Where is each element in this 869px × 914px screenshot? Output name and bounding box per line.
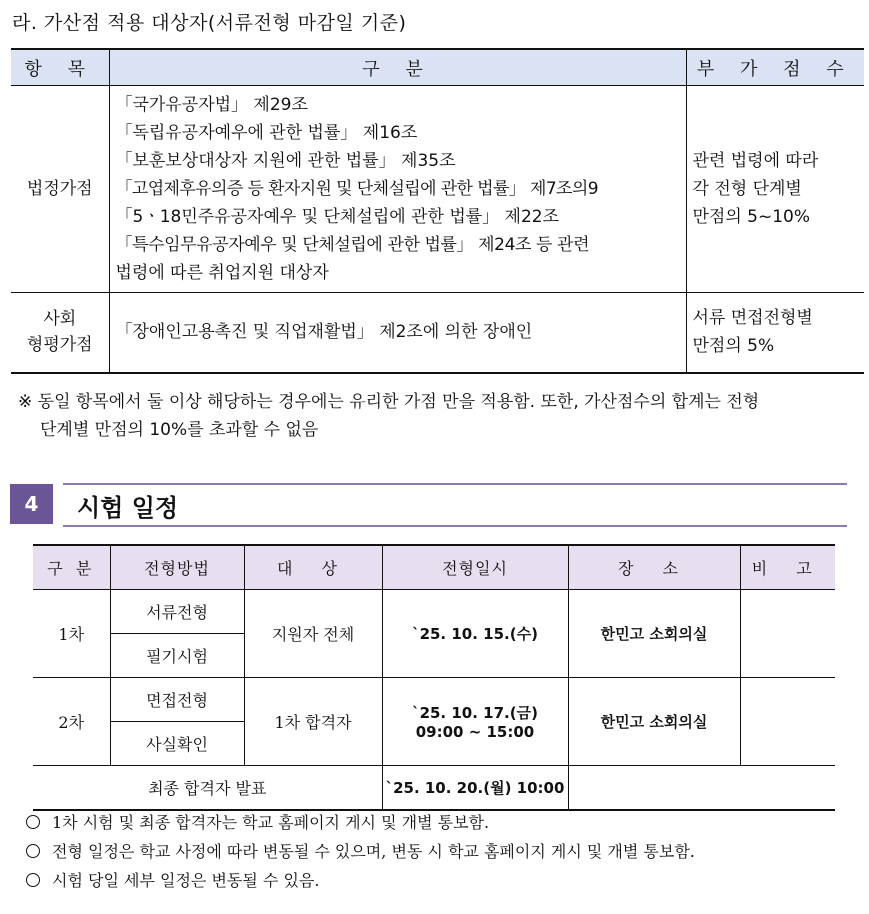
datetime-line: `25. 10. 17.(금) — [412, 704, 538, 722]
table-header-row — [11, 49, 864, 86]
method-cell: 사실확인 — [110, 722, 244, 766]
table-header-row — [33, 545, 835, 590]
points-line: 만점의 5~10% — [692, 207, 811, 227]
row-label-social — [11, 293, 109, 373]
round-cell: 1차 — [33, 590, 110, 678]
method-cell: 서류전형 — [110, 590, 244, 634]
section-heading: 시험 일정 — [77, 494, 179, 522]
bonus-points-table — [11, 48, 864, 374]
schedule-notes — [26, 808, 695, 895]
datetime-cell: `25. 10. 15.(수) — [382, 590, 568, 678]
header-item: 항 목 — [11, 49, 109, 86]
datetime-line: 09:00 ~ 15:00 — [415, 723, 535, 741]
final-announcement-datetime: `25. 10. 20.(월) 10:00 — [382, 766, 568, 811]
law-line: 「고엽제후유의증 등 환자지원 및 단체설립에 관한 법률」 제7조의9 — [115, 179, 598, 199]
legal-points — [686, 86, 864, 293]
datetime-cell — [382, 678, 568, 766]
section-heading-bar — [63, 483, 847, 527]
header-points: 부 가 점 수 — [686, 49, 864, 86]
law-line: 법령에 따른 취업지원 대상자 — [115, 263, 329, 283]
method-cell: 필기시험 — [110, 634, 244, 678]
list-item — [26, 866, 695, 895]
note-line: 단계별 만점의 10%를 초과할 수 없음 — [40, 420, 319, 440]
bullet-text: 시험 당일 세부 일정은 변동될 수 있음. — [52, 871, 320, 890]
note-line: ※ 동일 항목에서 둘 이상 해당하는 경우에는 유리한 가점 만을 적용함. 또한, 가산점수의 합계는 전형 — [18, 392, 760, 412]
points-line: 각 전형 단계별 — [692, 179, 802, 199]
remark-cell — [740, 590, 835, 678]
points-line: 관련 법령에 따라 — [692, 151, 819, 171]
bonus-note — [18, 388, 858, 444]
final-announcement-label: 최종 합격자 발표 — [33, 766, 382, 811]
law-line: 「5ㆍ18민주유공자예우 및 단체설립에 관한 법률」 제22조 — [115, 207, 560, 227]
header-target: 대 상 — [244, 545, 382, 590]
circle-bullet-icon — [26, 873, 40, 887]
law-line: 「보훈보상대상자 지원에 관한 법률」 제35조 — [115, 151, 456, 171]
law-line: 「특수임무유공자예우 및 단체설립에 관한 법률」 제24조 등 관련 — [115, 235, 590, 255]
target-cell: 지원자 전체 — [244, 590, 382, 678]
law-line: 「국가유공자법」 제29조 — [115, 95, 308, 115]
remark-cell — [740, 678, 835, 766]
header-round: 구 분 — [33, 545, 110, 590]
place-cell: 한민고 소회의실 — [568, 590, 740, 678]
header-place: 장 소 — [568, 545, 740, 590]
round-cell: 2차 — [33, 678, 110, 766]
place-cell: 한민고 소회의실 — [568, 678, 740, 766]
final-empty-cell — [568, 766, 835, 811]
method-cell: 면접전형 — [110, 678, 244, 722]
list-item — [26, 808, 695, 837]
law-line: 「독립유공자예우에 관한 법률」 제16조 — [115, 123, 418, 143]
circle-bullet-icon — [26, 815, 40, 829]
bullet-text: 1차 시험 및 최종 합격자는 학교 홈페이지 게시 및 개별 통보함. — [52, 813, 490, 832]
social-basis: 「장애인고용촉진 및 직업재활법」 제2조에 의한 장애인 — [109, 293, 686, 373]
circle-bullet-icon — [26, 844, 40, 858]
row-label-legal: 법정가점 — [11, 86, 109, 293]
section-title: 라. 가산점 적용 대상자(서류전형 마감일 기준) — [12, 12, 407, 34]
header-method: 전형방법 — [110, 545, 244, 590]
points-line: 서류 면접전형별 — [692, 308, 813, 329]
section-number-badge: 4 — [10, 484, 53, 524]
schedule-table — [33, 544, 835, 811]
header-category: 구 분 — [109, 49, 686, 86]
header-remark: 비 고 — [740, 545, 835, 590]
table-row — [11, 86, 864, 293]
table-row — [11, 293, 864, 373]
table-row — [33, 590, 835, 634]
label-line: 사회 — [43, 309, 77, 330]
label-line: 형평가점 — [26, 335, 93, 356]
table-row — [33, 678, 835, 722]
bullet-text: 전형 일정은 학교 사정에 따라 변동될 수 있으며, 변동 시 학교 홈페이지 게시 및 개별 통보함. — [52, 842, 695, 861]
points-line: 만점의 5% — [692, 336, 775, 357]
header-datetime: 전형일시 — [382, 545, 568, 590]
table-row — [33, 766, 835, 811]
legal-basis-list — [109, 86, 686, 293]
social-points — [686, 293, 864, 373]
target-cell: 1차 합격자 — [244, 678, 382, 766]
list-item — [26, 837, 695, 866]
